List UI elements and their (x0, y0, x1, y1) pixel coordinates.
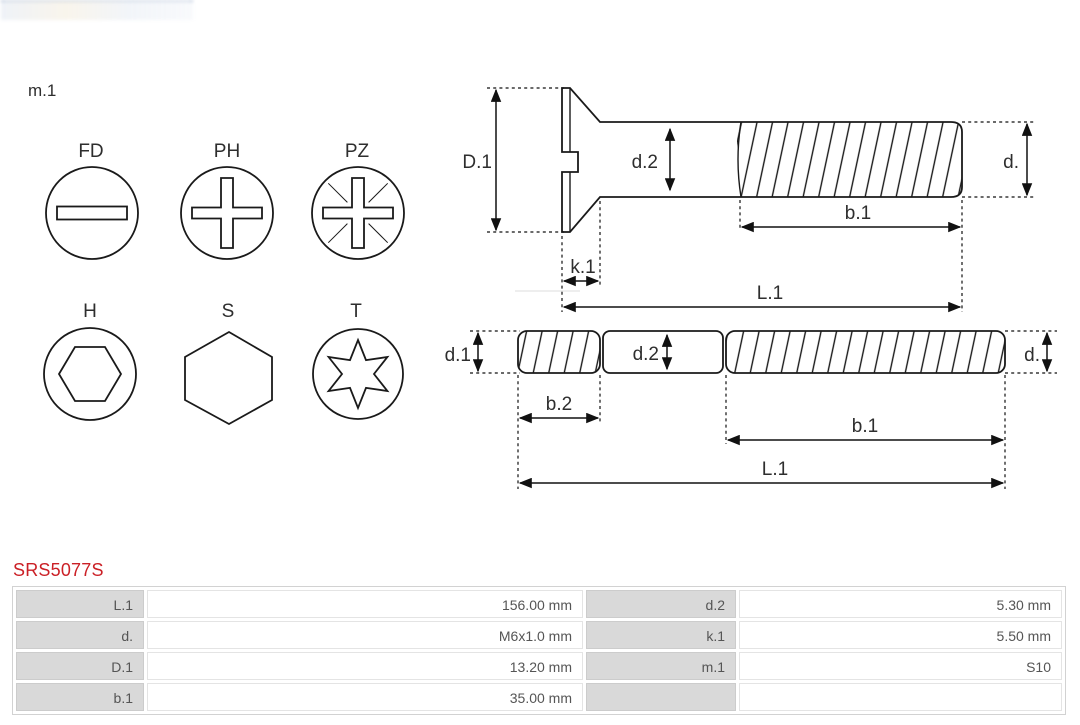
dimension-b2 (518, 375, 600, 489)
stud-drawing (445, 331, 1057, 489)
dim-label-L1-bottom: L.1 (761, 459, 789, 480)
dimension-d-top (962, 122, 1036, 197)
t-label: T (350, 301, 362, 322)
dimension-k1 (562, 201, 600, 312)
hex-socket-drive-icon (44, 301, 136, 420)
h-label: H (83, 301, 97, 322)
dim-label-D1: D.1 (462, 152, 492, 173)
dim-label-d2-top: d.2 (631, 152, 658, 173)
dim-label-k1: k.1 (570, 257, 596, 278)
dimension-d-bottom (1005, 331, 1057, 373)
torx-drive-icon (313, 301, 403, 419)
spec-label-cell: L.1 (16, 590, 144, 618)
ph-label: PH (213, 141, 241, 162)
spec-value-cell: 5.30 mm (739, 590, 1062, 618)
spec-value-cell: 5.50 mm (739, 621, 1062, 649)
dimension-D1 (462, 88, 564, 232)
spec-label-cell: b.1 (16, 683, 144, 711)
part-number: SRS5077S (13, 560, 104, 580)
spec-value-cell: S10 (739, 652, 1062, 680)
dimension-d1-bottom (445, 331, 520, 373)
dim-label-d-top: d. (1003, 152, 1019, 173)
spec-label-cell: k.1 (586, 621, 736, 649)
s-label: S (221, 301, 235, 322)
hex-external-drive-icon (185, 301, 272, 424)
pz-label: PZ (344, 141, 370, 162)
dim-label-d2-bottom: d.2 (632, 344, 659, 365)
spec-label-cell (586, 683, 736, 711)
dim-label-b2: b.2 (545, 394, 573, 415)
spec-label-cell: m.1 (586, 652, 736, 680)
dim-label-d-bottom: d. (1024, 345, 1040, 366)
dim-label-b1-bottom: b.1 (851, 416, 879, 437)
dim-label-b1-top: b.1 (844, 203, 872, 224)
spec-value-cell (739, 683, 1062, 711)
fd-label: FD (78, 141, 104, 162)
spec-table (12, 586, 1066, 715)
dim-label-L1-top: L.1 (756, 283, 784, 304)
spec-value-cell: 13.20 mm (147, 652, 583, 680)
dimension-L1-bottom (520, 459, 1003, 483)
spec-label-cell: d. (16, 621, 144, 649)
spec-value-cell: M6x1.0 mm (147, 621, 583, 649)
spec-value-cell: 35.00 mm (147, 683, 583, 711)
countersunk-screw-drawing (462, 88, 1036, 312)
dim-label-d1-bottom: d.1 (444, 345, 471, 366)
screw-thread-hatch (737, 122, 962, 197)
pozidriv-drive-icon (312, 141, 404, 259)
dimension-d2-top (632, 129, 670, 190)
spec-value-cell: 156.00 mm (147, 590, 583, 618)
phillips-drive-icon (181, 141, 273, 259)
spec-label-cell: d.2 (586, 590, 736, 618)
m1-label: m.1 (28, 81, 57, 100)
flathead-drive-icon (46, 141, 138, 259)
dimension-L1-top (564, 283, 960, 307)
spec-label-cell: D.1 (16, 652, 144, 680)
